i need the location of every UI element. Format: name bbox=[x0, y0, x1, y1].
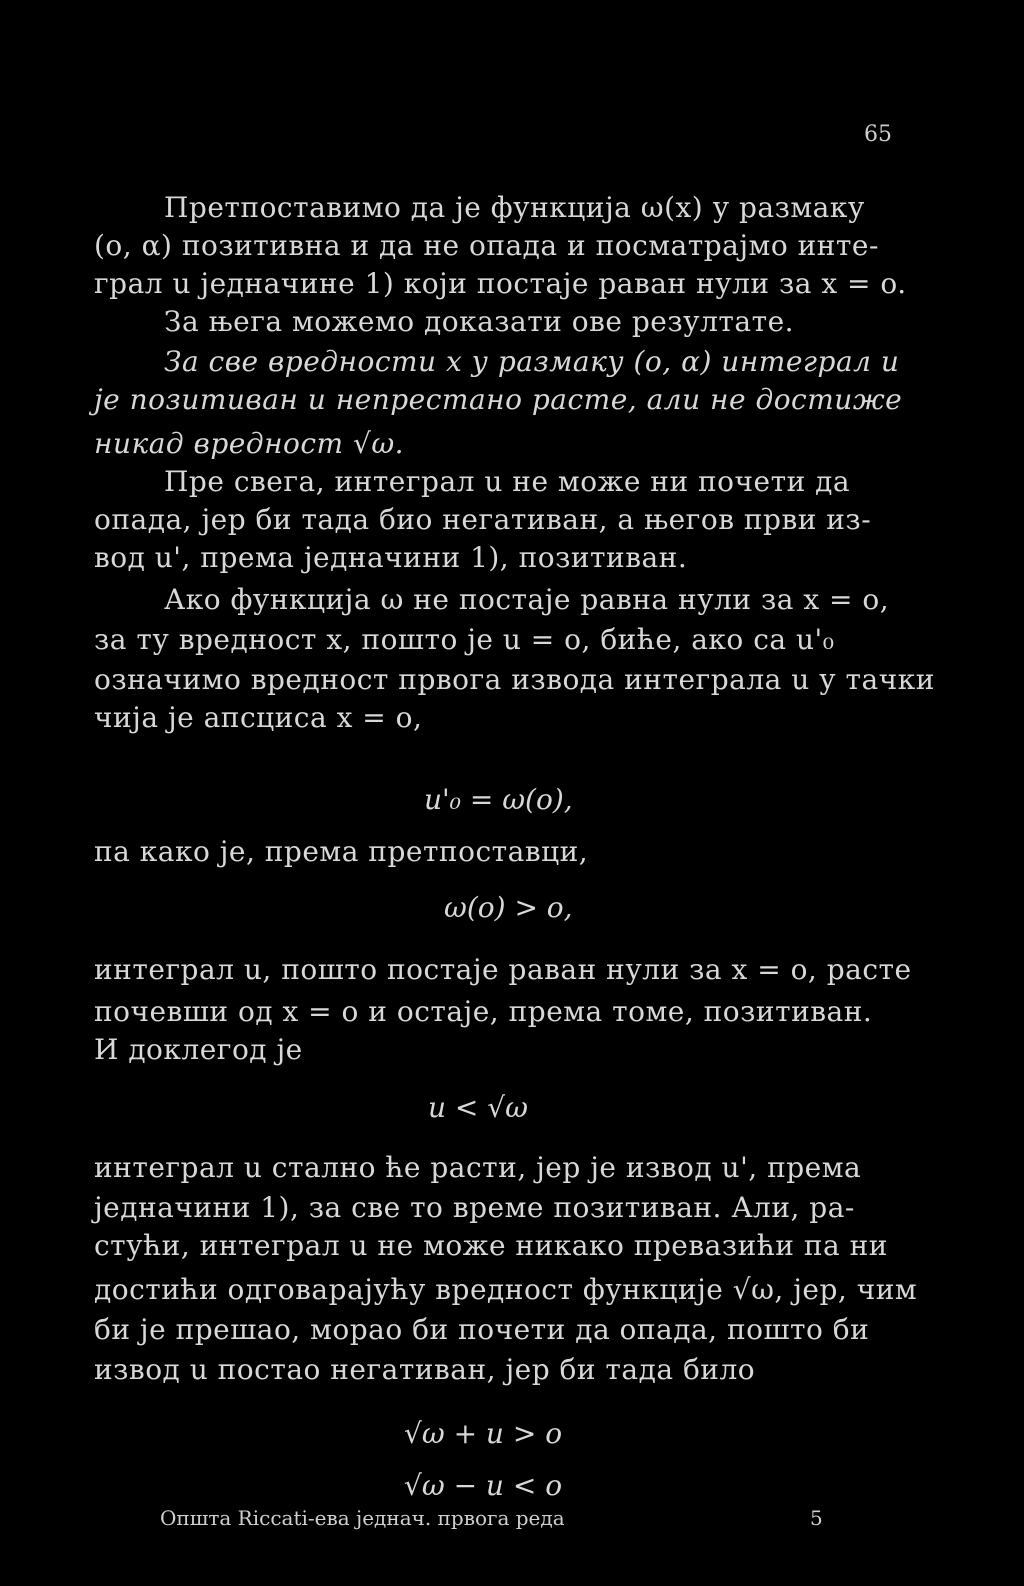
text-line: Пре свега, интеграл u не може ни почети да bbox=[164, 465, 851, 498]
text-line: извод u постао негативан, јер би тада било bbox=[94, 1353, 756, 1386]
text-line: за ту вредност x, пошто је u = o, биће, ако са u'₀ bbox=[94, 623, 835, 656]
equation: u'₀ = ω(o), bbox=[424, 783, 573, 816]
theorem-line: никад вредност √ω. bbox=[94, 427, 405, 460]
equation: √ω + u > o bbox=[404, 1417, 563, 1450]
theorem-line: је позитиван и непрестано расте, али не достиже bbox=[94, 383, 903, 416]
text-line: Претпоставимо да је функција ω(x) у размаку bbox=[164, 191, 865, 224]
text-line: би је прешао, морао би почети да опада, пошто би bbox=[94, 1313, 870, 1346]
equation: √ω − u < o bbox=[404, 1469, 563, 1502]
equation: u < √ω bbox=[428, 1091, 528, 1124]
text-line: опада, јер би тада био негативан, а његов први из- bbox=[94, 503, 872, 536]
text-line: означимо вредност првога извода интеграла u у тачки bbox=[94, 663, 935, 696]
footer-running-title: Општа Riccati-ева једнач. првога реда bbox=[160, 1506, 565, 1530]
text-line: интеграл u, пошто постаје раван нули за x = o, расте bbox=[94, 953, 912, 986]
text-line: па како је, према претпоставци, bbox=[94, 835, 589, 868]
text-line: грал u једначине 1) који постаје раван нули за x = o. bbox=[94, 267, 907, 300]
text-line: почевши од x = o и остаје, према томе, позитиван. bbox=[94, 995, 873, 1028]
theorem-line: За све вредности x у размаку (o, α) интеграл u bbox=[164, 345, 900, 378]
text-line: Ако функција ω не постаје равна нули за x = o, bbox=[164, 583, 890, 616]
text-line: интеграл u стално ће расти, јер је извод u', према bbox=[94, 1151, 862, 1184]
text-line: једначини 1), за све то време позитиван. Али, ра- bbox=[94, 1191, 855, 1224]
text-line: За њега можемо доказати ове резултате. bbox=[164, 305, 795, 338]
text-line: (o, α) позитивна и да не опада и посматрајмо инте- bbox=[94, 229, 879, 262]
footer-signature-number: 5 bbox=[810, 1506, 823, 1530]
text-line: стући, интеграл u не може никако превазићи па ни bbox=[94, 1229, 888, 1262]
text-line: вод u', према једначини 1), позитиван. bbox=[94, 541, 688, 574]
text-line: достићи одговарајућу вредност функције √ω, јер, чим bbox=[94, 1273, 918, 1306]
equation: ω(o) > o, bbox=[444, 891, 573, 924]
text-line: чија је апсциса x = o, bbox=[94, 701, 423, 734]
page-number: 65 bbox=[864, 122, 892, 147]
text-line: И доклегод је bbox=[94, 1033, 303, 1066]
